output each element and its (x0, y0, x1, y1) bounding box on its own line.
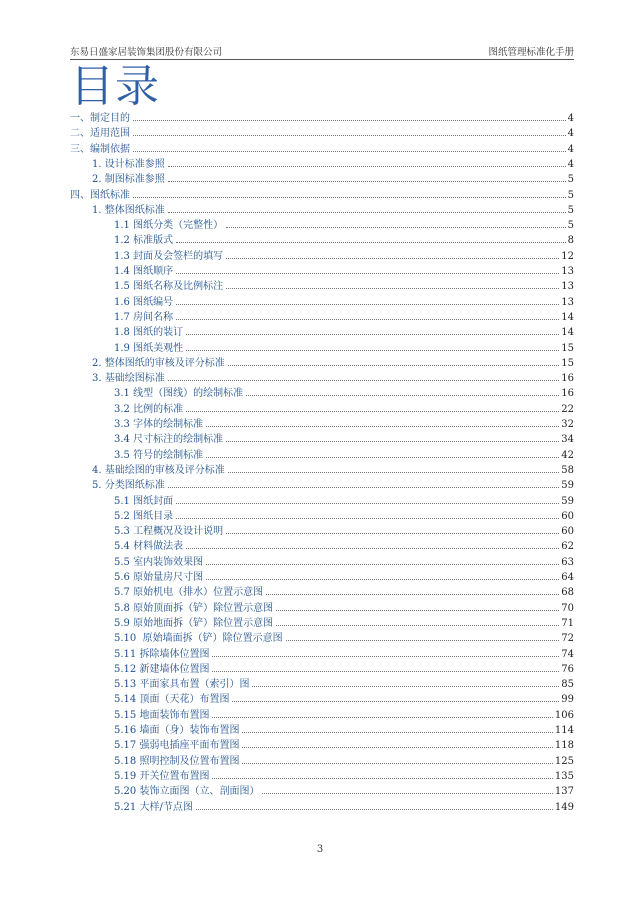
toc-entry-label: 5.21 大样/节点图 (114, 801, 193, 813)
toc-entry-page: 74 (561, 648, 574, 660)
toc-entry[interactable] (114, 648, 574, 662)
toc-entry-label: 5. 分类图纸标准 (92, 480, 165, 492)
toc-entry-label: 5.11 拆除墙体位置图 (114, 648, 210, 660)
toc-entry[interactable] (114, 785, 574, 799)
toc-dot-leader (168, 380, 560, 381)
toc-entry[interactable] (114, 418, 574, 432)
toc-dot-leader (206, 426, 559, 427)
toc-dot-leader (186, 548, 559, 549)
toc-entry[interactable] (92, 357, 574, 371)
toc-entry-page: 32 (561, 419, 574, 430)
toc-entry-page: 149 (554, 801, 574, 813)
toc-dot-leader (196, 809, 553, 810)
toc-entry-page: 5 (567, 204, 574, 216)
toc-entry-page: 59 (561, 480, 574, 492)
toc-entry-label: 5.13 平面家具布置（索引）图 (114, 679, 250, 691)
toc-entry[interactable] (114, 755, 574, 769)
toc-entry[interactable] (70, 189, 574, 203)
toc-entry-page: 42 (561, 449, 574, 461)
toc-entry[interactable] (114, 280, 574, 294)
toc-dot-leader (286, 640, 560, 641)
toc-entry[interactable] (70, 127, 574, 141)
toc-dot-leader (212, 656, 559, 657)
toc-entry-label: 二、适用范围 (70, 128, 130, 140)
toc-dot-leader (133, 135, 566, 136)
toc-entry[interactable] (92, 372, 574, 386)
toc-entry-label: 三、编制依据 (70, 143, 130, 155)
toc-entry-page: 72 (561, 633, 574, 645)
toc-entry[interactable] (114, 571, 574, 585)
toc-entry[interactable] (92, 173, 574, 187)
toc-entry-label: 1.9 图纸美观性 (114, 342, 184, 354)
toc-entry-page: 13 (561, 296, 574, 308)
toc-dot-leader (206, 579, 559, 580)
toc-entry-label: 1.3 封面及会签栏的填写 (114, 250, 224, 262)
toc-dot-leader (252, 686, 559, 687)
toc-entry[interactable] (114, 632, 574, 646)
toc-entry-page: 34 (561, 434, 574, 446)
toc-entry[interactable] (114, 449, 574, 463)
toc-entry-page: 68 (561, 587, 574, 599)
toc-entry-page: 71 (561, 617, 574, 629)
toc-entry[interactable] (114, 724, 574, 738)
toc-dot-leader (228, 472, 560, 473)
toc-entry[interactable] (114, 739, 574, 753)
toc-entry-label: 5.15 地面装饰布置图 (114, 709, 210, 721)
toc-entry-label: 5.19 开关位置布置图 (114, 770, 210, 782)
toc-entry[interactable] (114, 525, 574, 539)
toc-entry-label: 3.5 符号的绘制标准 (114, 449, 204, 461)
toc-dot-leader (212, 717, 552, 718)
toc-entry[interactable] (92, 158, 574, 172)
toc-entry[interactable] (114, 326, 574, 340)
toc-entry-label: 5.17 强弱电插座平面布置图 (114, 740, 240, 752)
toc-entry[interactable] (114, 617, 574, 631)
toc-dot-leader (226, 288, 559, 289)
toc-entry[interactable] (114, 709, 574, 723)
toc-dot-leader (242, 763, 552, 764)
toc-entry[interactable] (114, 556, 574, 570)
toc-entry[interactable] (114, 510, 574, 524)
toc-entry[interactable] (114, 602, 574, 616)
header-divider (70, 59, 574, 60)
toc-entry[interactable] (114, 387, 574, 401)
toc-entry-label: 1. 设计标准参照 (92, 158, 165, 170)
toc-entry-label: 一、制定目的 (70, 113, 130, 124)
toc-dot-leader (212, 778, 552, 779)
toc-entry-page: 137 (554, 786, 574, 798)
toc-dot-leader (242, 732, 552, 733)
toc-dot-leader (212, 671, 559, 672)
toc-entry-label: 5.9 原始地面拆（铲）除位置示意图 (114, 617, 274, 629)
page-title: 目录 (70, 61, 160, 112)
toc-entry-label: 5.18 照明控制及位置布置图 (114, 755, 240, 767)
toc-dot-leader (226, 258, 559, 259)
toc-entry-page: 85 (561, 679, 574, 691)
toc-entry-page: 58 (561, 464, 574, 476)
toc-entry-label: 5.7 原始机电（排水）位置示意图 (114, 587, 264, 599)
toc-entry-label: 5.14 顶面（天花）布置图 (114, 694, 230, 706)
toc-entry-label: 5.8 原始顶面拆（铲）除位置示意图 (114, 602, 274, 614)
toc-dot-leader (186, 350, 559, 351)
toc-entry-label: 1.5 图纸名称及比例标注 (114, 281, 224, 293)
toc-entry[interactable] (92, 464, 574, 478)
toc-entry-page: 15 (561, 342, 574, 354)
toc-dot-leader (226, 441, 559, 442)
toc-entry-page: 13 (561, 266, 574, 277)
toc-entry[interactable] (114, 586, 574, 600)
toc-dot-leader (133, 197, 566, 198)
toc-entry-page: 60 (561, 510, 574, 522)
toc-entry-page: 5 (567, 189, 574, 201)
toc-entry-page: 5 (567, 174, 574, 186)
toc-dot-leader (176, 304, 559, 305)
page-header (70, 44, 574, 58)
toc-entry-label: 5.5 室内装饰效果图 (114, 556, 204, 568)
toc-entry-page: 12 (561, 250, 574, 262)
toc-entry-page: 62 (561, 541, 574, 553)
toc-dot-leader (133, 151, 566, 152)
toc-dot-leader (186, 334, 559, 335)
toc-entry[interactable] (114, 265, 574, 279)
toc-entry-label: 1.1 图纸分类（完整性） (114, 220, 224, 232)
toc-entry-page: 76 (561, 663, 574, 675)
toc-entry[interactable] (114, 678, 574, 692)
toc-entry-label: 1.2 标准版式 (114, 235, 174, 247)
toc-entry-page: 15 (561, 357, 574, 369)
toc-dot-leader (168, 181, 566, 182)
toc-dot-leader (176, 518, 559, 519)
toc-entry-label: 3.4 尺寸标注的绘制标准 (114, 434, 224, 446)
toc-entry-label: 5.20 装饰立面图（立、剖面图） (114, 786, 260, 798)
toc-entry-label: 5.12 新建墙体位置图 (114, 663, 210, 675)
toc-entry-page: 135 (554, 770, 574, 782)
toc-entry-page: 4 (567, 158, 574, 170)
toc-entry-page: 5 (567, 220, 574, 232)
toc-entry-page: 4 (567, 128, 574, 140)
toc-dot-leader (206, 564, 559, 565)
toc-entry-page: 16 (561, 388, 574, 400)
toc-dot-leader (226, 533, 559, 534)
toc-entry-label: 5.10 原始墙面拆（铲）除位置示意图 (114, 633, 283, 645)
toc-entry-label: 1.4 图纸顺序 (114, 266, 174, 277)
toc-entry-page: 22 (561, 403, 574, 415)
toc-dot-leader (186, 411, 559, 412)
toc-entry-label: 1.8 图纸的装订 (114, 327, 184, 339)
toc-dot-leader (276, 610, 559, 611)
toc-entry-label: 2. 制图标准参照 (92, 174, 165, 186)
toc-entry-label: 5.16 墙面（身）装饰布置图 (114, 725, 240, 736)
toc-entry-page: 4 (567, 143, 574, 155)
toc-entry-label: 3.2 比例的标准 (114, 403, 184, 415)
toc-entry-page: 14 (561, 327, 574, 339)
toc-entry-label: 4. 基础绘图的审核及评分标准 (92, 464, 225, 476)
toc-entry-page: 63 (561, 556, 574, 568)
toc-dot-leader (176, 242, 566, 243)
toc-entry-page: 60 (561, 526, 574, 538)
toc-entry-page: 99 (561, 694, 574, 706)
toc-entry-page: 14 (561, 311, 574, 323)
toc-entry-label: 1.6 图纸编号 (114, 296, 174, 308)
toc-entry[interactable] (114, 433, 574, 447)
toc-entry[interactable] (70, 112, 574, 126)
toc-dot-leader (168, 212, 566, 213)
toc-entry-label: 5.1 图纸封面 (114, 495, 174, 507)
toc-entry-page: 114 (554, 725, 574, 736)
toc-entry[interactable] (114, 495, 574, 509)
toc-dot-leader (228, 365, 560, 366)
toc-entry[interactable] (114, 250, 574, 264)
toc-entry-label: 3.1 线型（图线）的绘制标准 (114, 388, 244, 400)
toc-dot-leader (168, 166, 566, 167)
toc-dot-leader (246, 395, 559, 396)
toc-dot-leader (266, 594, 559, 595)
toc-entry[interactable] (114, 770, 574, 784)
toc-dot-leader (176, 503, 559, 504)
toc-entry-page: 125 (554, 755, 574, 767)
toc-entry[interactable] (92, 204, 574, 218)
toc-entry-page: 64 (561, 572, 574, 583)
toc-entry-label: 5.4 材料做法表 (114, 541, 184, 553)
toc-entry[interactable] (114, 311, 574, 325)
toc-entry-page: 4 (567, 113, 574, 124)
toc-entry[interactable] (114, 234, 574, 248)
toc-entry-page: 59 (561, 495, 574, 507)
toc-entry-page: 16 (561, 373, 574, 385)
toc-dot-leader (232, 701, 559, 702)
toc-entry-label: 5.2 图纸目录 (114, 510, 174, 522)
toc-entry[interactable] (114, 403, 574, 417)
toc-entry[interactable] (114, 540, 574, 554)
toc-dot-leader (206, 457, 559, 458)
manual-name: 图纸管理标准化手册 (488, 47, 574, 58)
toc-entry-page: 8 (567, 235, 574, 247)
toc-entry-label: 5.6 原始量房尺寸图 (114, 572, 204, 583)
toc-entry[interactable] (92, 479, 574, 493)
toc-entry-label: 四、图纸标准 (70, 189, 130, 201)
toc-entry-page: 13 (561, 281, 574, 293)
toc-entry-label: 1. 整体图纸标准 (92, 204, 165, 216)
toc-entry[interactable] (114, 693, 574, 707)
toc-entry[interactable] (114, 342, 574, 356)
toc-dot-leader (176, 273, 559, 274)
toc-entry-label: 3. 基础绘图标准 (92, 373, 165, 385)
toc-dot-leader (168, 487, 560, 488)
toc-entry-page: 106 (554, 709, 574, 721)
toc-dot-leader (242, 747, 552, 748)
toc-entry-label: 1.7 房间名称 (114, 311, 174, 323)
toc-dot-leader (276, 625, 559, 626)
toc-dot-leader (226, 227, 566, 228)
toc-entry[interactable] (114, 801, 574, 815)
page-number: 3 (316, 844, 324, 855)
toc-entry-label: 5.3 工程概况及设计说明 (114, 526, 224, 538)
toc-entry-page: 70 (561, 602, 574, 614)
toc-entry[interactable] (114, 219, 574, 233)
toc-entry-label: 2. 整体图纸的审核及评分标准 (92, 357, 225, 369)
toc-dot-leader (176, 319, 559, 320)
toc-entry-page: 118 (554, 740, 574, 752)
toc-entry[interactable] (114, 663, 574, 677)
toc-dot-leader (262, 793, 552, 794)
toc-entry[interactable] (114, 296, 574, 310)
company-name: 东易日盛家居装饰集团股份有限公司 (70, 47, 223, 58)
toc-entry-label: 3.3 字体的绘制标准 (114, 419, 204, 430)
toc-dot-leader (133, 120, 566, 121)
toc-entry[interactable] (70, 143, 574, 157)
